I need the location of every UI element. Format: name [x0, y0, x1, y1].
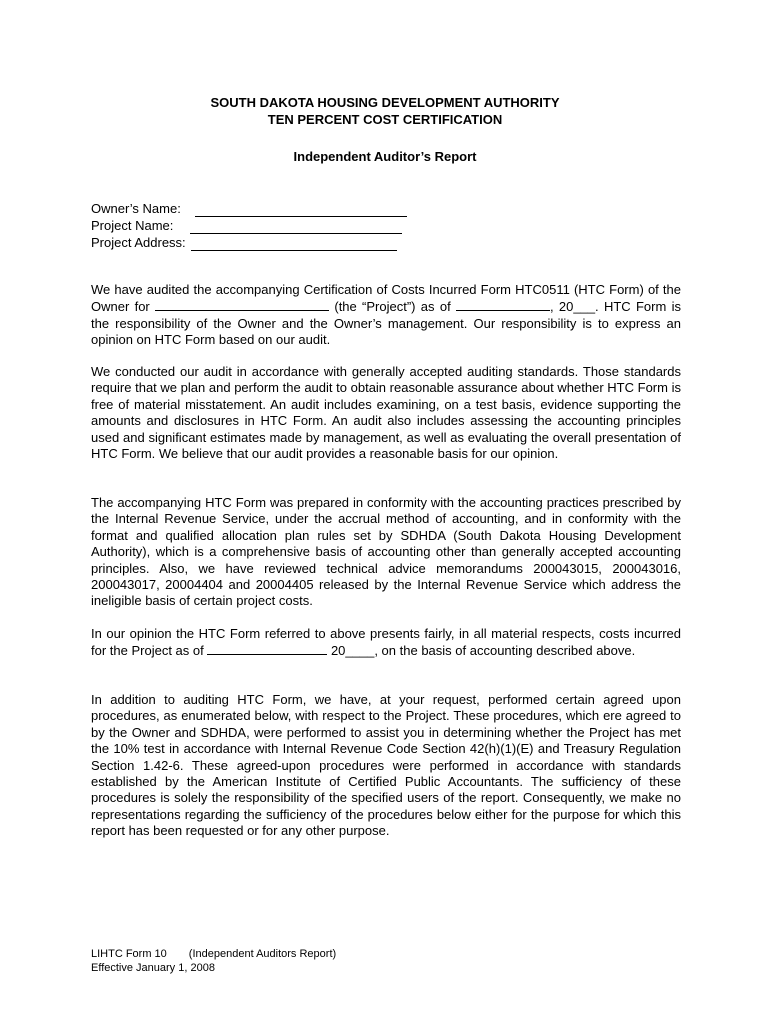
- paragraph-1-text-b: (the “Project”) as of: [329, 299, 456, 315]
- paragraph-3: The accompanying HTC Form was prepared in conformity with the accounting practices prescribed by the Internal Revenue Service, under the accrual method of accounting, and in conformity with the format and qualified allocation plan rules set by SDHDA (South Dakota Housing Development Authority), which is a comprehensive basis of accounting other than generally accepted accounting principles. Also, we have reviewed technical advice memorandums 200043015, 200043016, 200043017, 20004404 and 20004405 released by the Internal Revenue Service which address the ineligible basis of certain project costs.: [91, 495, 681, 609]
- paragraph-5: In addition to auditing HTC Form, we have, at your request, performed certain agreed upon procedures, as enumerated below, with respect to the Project. These procedures, which ere agreed to by the Owner and SDHDA, were performed to assist you in determining whether the Project has met the 10% test in accordance with Internal Revenue Code Section 42(h)(1)(E) and Treasury Regulation Section 1.42-6. These agreed-upon procedures were performed in accordance with standards established by the American Institute of Certified Public Accountants. The sufficiency of these procedures is solely the responsibility of the specified users of the report. Consequently, we make no representations regarding the sufficiency of the procedures below either for the purpose for which this report has been requested or for any other purpose.: [91, 692, 681, 839]
- project-info-fields: [91, 200, 407, 251]
- project-address-field[interactable]: [191, 237, 397, 251]
- document-footer: [91, 947, 336, 975]
- project-address-label: Project Address:: [91, 235, 186, 250]
- owner-name-row: [91, 200, 407, 217]
- project-name-row: [91, 217, 407, 234]
- footer-effective-date: Effective January 1, 2008: [91, 962, 215, 974]
- paragraph-4: [91, 626, 681, 660]
- as-of-date-blank[interactable]: [456, 298, 550, 311]
- footer-form-line: [91, 947, 336, 961]
- report-subtitle: Independent Auditor’s Report: [293, 149, 477, 164]
- title-line-1: SOUTH DAKOTA HOUSING DEVELOPMENT AUTHORITY: [210, 95, 560, 110]
- paragraph-2: We conducted our audit in accordance with generally accepted auditing standards. Those standards require that we plan and perform the audit to obtain reasonable assurance about whether HTC Form is free of material misstatement. An audit includes examining, on a test basis, evidence supporting the amounts and disclosures in HTC Form. An audit also includes assessing the accounting principles used and significant estimates made by management, as well as evaluating the overall presentation of HTC Form. We believe that our audit provides a reasonable basis for our opinion.: [91, 364, 681, 462]
- paragraph-1-text-c: , 20___. HTC Form is the responsibility of the Owner and the Owner’s management. Our responsibility is to express an opinion on HTC Form based on our audit.: [91, 299, 681, 348]
- paragraph-4-text-a: In our opinion the HTC Form referred to above presents fairly, in all material respects, costs incurred for the Project as of: [91, 626, 681, 659]
- opinion-date-blank[interactable]: [207, 642, 327, 655]
- paragraph-1: [91, 282, 681, 349]
- project-name-field[interactable]: [190, 220, 402, 234]
- footer-form-name: LIHTC Form 10: [91, 948, 167, 960]
- paragraph-1-text-a: We have audited the accompanying Certification of Costs Incurred Form HTC0511 (HTC Form) of the Owner for: [91, 282, 681, 315]
- owner-blank[interactable]: [155, 298, 329, 311]
- document-title: [0, 94, 770, 128]
- project-address-row: [91, 234, 407, 251]
- paragraph-4-text-b: 20____, on the basis of accounting described above.: [327, 643, 636, 659]
- title-line-2: TEN PERCENT COST CERTIFICATION: [267, 112, 503, 127]
- footer-form-desc: (Independent Auditors Report): [188, 948, 337, 960]
- project-name-label: Project Name:: [91, 218, 174, 233]
- owner-name-field[interactable]: [195, 203, 407, 217]
- owner-name-label: Owner’s Name:: [91, 201, 181, 216]
